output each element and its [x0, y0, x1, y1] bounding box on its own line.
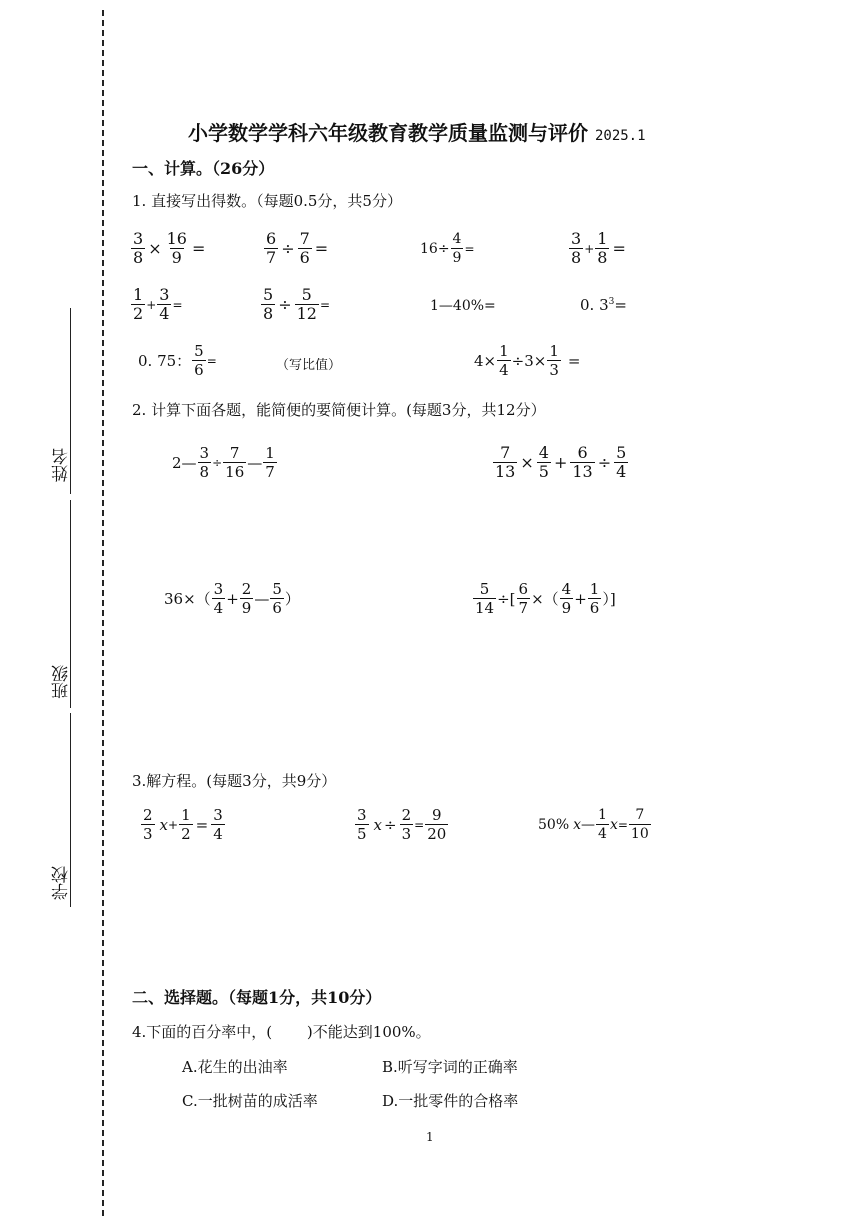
page-number: 1: [426, 1130, 434, 1144]
q1-problem-2: $\frac{6}{7}$ ÷ $\frac{7}{6}$ =: [266, 229, 329, 267]
fraction: 1 2: [133, 285, 144, 323]
q4-option-d: D.一批零件的合格率: [382, 1092, 519, 1110]
fraction: $\frac{5}{12}$: [296, 285, 317, 323]
fraction: $\frac{3}{8}$: [133, 229, 144, 267]
fraction: $\frac{6}{13}$: [572, 443, 593, 481]
school-blank-line: [70, 713, 71, 907]
fraction: $\frac{5}{14}$: [475, 580, 495, 617]
fraction: $\frac{6}{7}$: [266, 229, 277, 267]
q3-equation-1: 2 3 x + $\frac{1}{2}$ = $\frac{3}{4}$: [143, 806, 223, 843]
q2-problem-1: 2— $\frac{3}{8}$ ÷ $\frac{7}{16}$ — 1 7: [172, 444, 275, 481]
fraction: $\frac{16}{9}$: [166, 229, 187, 267]
fraction: 2 3: [143, 806, 153, 843]
section-1-heading: 一、计算。（26分）: [132, 159, 275, 178]
class-label: 班级: [52, 665, 72, 699]
fraction: $\frac{3}{4}$: [159, 285, 170, 323]
fraction: $\frac{2}{3}$: [401, 806, 412, 843]
fraction: $\frac{4}{5}$: [538, 443, 549, 481]
q1-problem-5: 1 2 + $\frac{3}{4}$ =: [133, 285, 183, 323]
q1-problem-7: 1—40%=: [430, 298, 496, 314]
fraction: 3 5: [357, 806, 367, 843]
q2-instruction: 2. 计算下面各题，能简便的要简便计算。(每题3分，共12分）: [132, 401, 546, 419]
fraction: 5 6: [272, 580, 282, 617]
exam-date: 2025.1: [594, 128, 646, 144]
fraction: 4 9: [561, 580, 572, 617]
q3-equation-3: 50% x — 1 4 x = $\frac{7}{10}$: [538, 807, 649, 842]
title-text: 小学数学学科六年级教育教学质量监测与评价: [188, 121, 588, 145]
q1-problem-8: 0. $3^3=$: [580, 296, 627, 314]
fraction: $\frac{3}{8}$: [199, 444, 210, 481]
q1-problem-3: 16÷ $\frac{4}{9}$ =: [420, 231, 475, 266]
fraction: $\frac{1}{4}$: [499, 342, 509, 379]
fraction: 3 8: [571, 229, 582, 267]
section-2-heading: 二、选择题。（每题1分，共10分）: [132, 988, 382, 1007]
fraction: $\frac{1}{3}$: [549, 342, 559, 379]
ratio-value-note: （写比值）: [276, 358, 342, 373]
fraction: $\frac{5}{6}$: [194, 342, 204, 379]
fraction: $\frac{2}{9}$: [241, 580, 252, 617]
q2-problem-4: $\frac{5}{14}$ ÷[ $\frac{6}{7}$ ×（ 4 9 + $\frac{1}{6}$ ）]: [475, 580, 616, 617]
fraction: 3 4: [213, 580, 224, 617]
dashed-binding-line: [102, 10, 104, 1216]
fraction: $\frac{7}{16}$: [225, 444, 245, 481]
q1-problem-1: $\frac{3}{8}$ × $\frac{16}{9}$ =: [133, 229, 206, 267]
school-label: 学校: [52, 866, 72, 900]
fraction: $\frac{7}{6}$: [299, 229, 310, 267]
fraction: $\frac{5}{4}$: [616, 443, 627, 481]
q4-option-a: A.花生的出油率: [182, 1058, 288, 1076]
fraction: 1 7: [265, 444, 275, 481]
fraction: $\frac{9}{20}$: [427, 806, 447, 843]
fraction: $\frac{7}{10}$: [630, 807, 649, 842]
fraction: $\frac{5}{8}$: [263, 285, 274, 323]
fraction: $\frac{3}{4}$: [213, 806, 223, 843]
q3-equation-2: 3 5 x ÷ $\frac{2}{3}$ = $\frac{9}{20}$: [357, 806, 447, 843]
fraction: $\frac{6}{7}$: [518, 580, 529, 617]
fraction: $\frac{4}{9}$: [452, 231, 462, 266]
q1-problem-6: $\frac{5}{8}$ ÷ $\frac{5}{12}$ =: [263, 285, 331, 323]
q4-stem: 4.下面的百分率中，( )不能达到100%。: [132, 1023, 431, 1041]
class-blank-line: [70, 500, 71, 708]
fraction: $\frac{1}{8}$: [597, 229, 608, 267]
name-label: 姓名: [52, 448, 72, 482]
fraction: 1 4: [598, 807, 607, 842]
q1-problem-9: 0. 75： $\frac{5}{6}$ =: [138, 342, 217, 379]
q4-option-b: B.听写字词的正确率: [382, 1058, 518, 1076]
q1-instruction: 1. 直接写出得数。（每题0.5分，共5分）: [132, 192, 402, 210]
page-title: [188, 117, 646, 146]
q2-problem-3: 36×（ 3 4 + $\frac{2}{9}$ — 5 6 ）: [164, 580, 300, 617]
name-blank-line: [70, 308, 71, 494]
fraction: $\frac{1}{6}$: [589, 580, 600, 617]
q2-problem-2: $\frac{7}{13}$ × $\frac{4}{5}$ + $\frac{6}{13}$ ÷ $\frac{5}{4}$: [495, 443, 627, 481]
q4-option-c: C.一批树苗的成活率: [182, 1092, 318, 1110]
fraction: $\frac{7}{13}$: [495, 443, 516, 481]
fraction: $\frac{1}{2}$: [181, 806, 191, 843]
q1-problem-4: 3 8 + $\frac{1}{8}$ =: [571, 229, 626, 267]
q3-instruction: 3.解方程。(每题3分，共9分）: [132, 772, 337, 790]
q1-problem-10: 4× $\frac{1}{4}$ ÷3× $\frac{1}{3}$ =: [474, 342, 581, 379]
